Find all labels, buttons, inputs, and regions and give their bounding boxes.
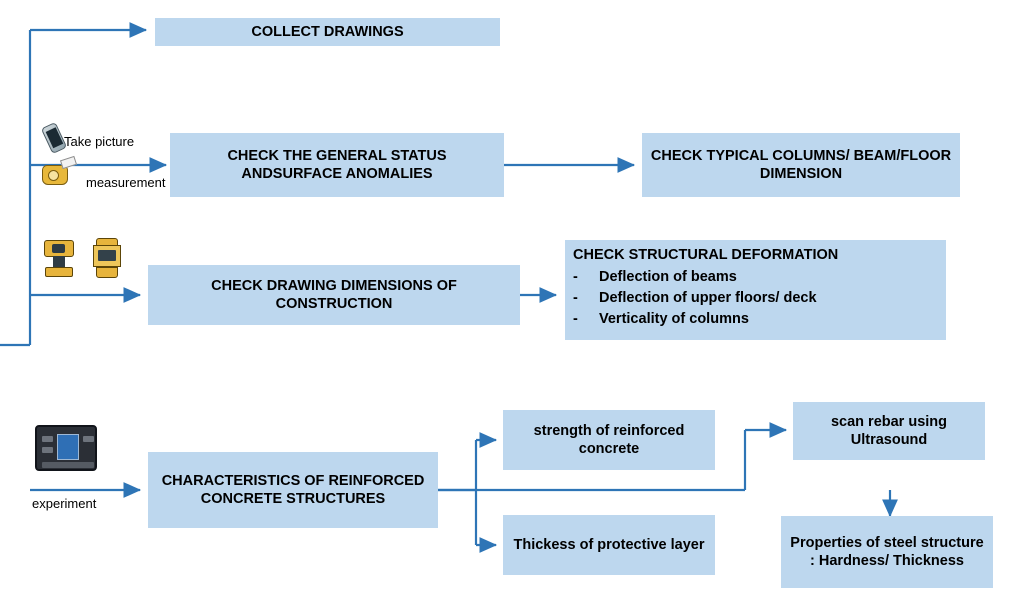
node-check-general-status[interactable] bbox=[170, 133, 504, 197]
node-label: CHARACTERISTICS OF REINFORCED CONCRETE STRUCTURES bbox=[161, 472, 425, 507]
concrete-test-meter-icon bbox=[35, 425, 97, 471]
node-scan-rebar[interactable] bbox=[793, 402, 985, 460]
list-item bbox=[573, 309, 817, 330]
node-characteristics-rc[interactable] bbox=[148, 452, 438, 528]
node-label: CHECK THE GENERAL STATUS ANDSURFACE ANOMALIES bbox=[227, 147, 447, 182]
deformation-bullet-list bbox=[573, 267, 817, 330]
total-station-icon bbox=[42, 240, 76, 280]
smartphone-icon bbox=[46, 124, 62, 152]
node-label: CHECK TYPICAL COLUMNS/ BEAM/FLOOR DIMENSION bbox=[650, 147, 952, 182]
list-item-label: Deflection of upper floors/ deck bbox=[599, 290, 817, 307]
node-title: CHECK STRUCTURAL DEFORMATION bbox=[573, 247, 839, 263]
list-item-label: Verticality of columns bbox=[599, 311, 749, 328]
node-label: strength of reinforced concrete bbox=[533, 422, 685, 457]
node-check-typical-columns[interactable] bbox=[642, 133, 960, 197]
list-item bbox=[573, 267, 817, 288]
node-label: scan rebar using Ultrasound bbox=[830, 413, 948, 448]
bullet-dash: - bbox=[573, 290, 578, 307]
bullet-dash: - bbox=[573, 311, 578, 328]
node-label: COLLECT DRAWINGS bbox=[251, 23, 404, 40]
node-collect-drawings[interactable] bbox=[155, 18, 500, 46]
theodolite-icon bbox=[92, 238, 122, 280]
node-thickness-protective[interactable] bbox=[503, 515, 715, 575]
list-item bbox=[573, 288, 817, 309]
label-take-picture: Take picture bbox=[64, 134, 135, 149]
node-steel-properties[interactable] bbox=[781, 516, 993, 588]
node-label: CHECK DRAWING DIMENSIONS OF CONSTRUCTION bbox=[211, 277, 457, 312]
node-check-structural-deformation[interactable] bbox=[565, 240, 946, 340]
node-check-drawing-dimensions[interactable] bbox=[148, 265, 520, 325]
label-measurement: measurement bbox=[86, 175, 166, 190]
node-label: Thickess of protective layer bbox=[513, 536, 705, 553]
node-strength-rc[interactable] bbox=[503, 410, 715, 470]
label-experiment: experiment bbox=[32, 496, 97, 511]
list-item-label: Deflection of beams bbox=[599, 269, 737, 286]
bullet-dash: - bbox=[573, 269, 578, 286]
tape-measure-icon bbox=[42, 158, 76, 186]
node-label: Properties of steel structure : Hardness/ Thickness bbox=[790, 534, 984, 569]
